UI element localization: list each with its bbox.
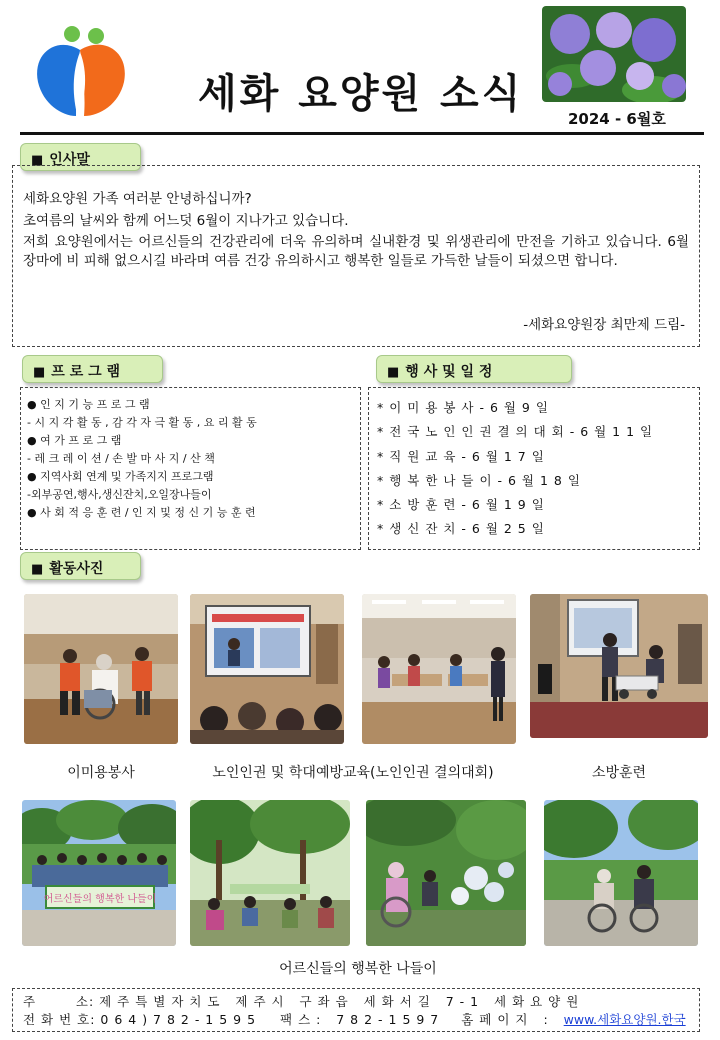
program-item: - 레 크 레 이 션 / 손 발 마 사 지 / 산 책	[27, 452, 215, 465]
address-label: 주 소	[23, 994, 89, 1009]
program-section-tag	[22, 355, 163, 383]
human-rights-rally-photo	[362, 594, 516, 744]
schedule-item: * 전 국 노 인 인 권 결 의 대 회 - 6 월 1 1 일	[377, 424, 654, 440]
outing-park-photo	[190, 800, 350, 946]
fire-drill-caption: 소방훈련	[591, 765, 647, 781]
outing-flower-garden-photo	[366, 800, 526, 946]
issue-number: 2024 - 6월호	[568, 110, 666, 128]
program-tag-label: 프 로 그 램	[51, 364, 121, 380]
phone-label: 전 화 번 호	[23, 1012, 91, 1027]
program-box	[20, 387, 361, 550]
schedule-item: * 소 방 훈 련 - 6 월 1 9 일	[377, 497, 545, 513]
contact-row	[23, 1011, 689, 1029]
greeting-signature: -세화요양원장 최만제 드림-	[523, 317, 685, 333]
photos-section-tag	[20, 552, 141, 580]
fax-label: 팩 스	[280, 1012, 312, 1027]
greeting-line: 저희 요양원에서는 어르신들의 건강관리에 더욱 유의하며 실내환경 및 위생관리에 만전을 기하고 있습니다. 6월 장마에 비 피해 없으시길 바라며 여름 건강 유의하시고 행복한 일들로 가득한 날들이 되셨으면 합니다.	[23, 234, 689, 269]
haircut-volunteer-photo	[24, 594, 178, 744]
program-item: ● 인 지 기 능 프 로 그 램	[27, 398, 150, 411]
photos-tag-label: 활동사진	[49, 561, 104, 577]
hydrangea-image	[542, 6, 686, 102]
program-item: ● 사 회 적 응 훈 련 / 인 지 및 정 신 기 능 훈 련	[27, 506, 256, 519]
address-value: : 제 주 특 별 자 치 도 제 주 시 구 좌 읍 세 화 서 길 7 - 1 세 화 요 양 원	[88, 994, 580, 1009]
contact-footer	[12, 988, 700, 1032]
fax-value: : 7 8 2 - 1 5 9 7	[316, 1012, 440, 1027]
outing-wheelchair-photo	[544, 800, 698, 946]
square-bullet-icon: ■	[31, 562, 44, 577]
greeting-line: 세화요양원 가족 여러분 안녕하십니까?	[23, 191, 252, 207]
homepage-link[interactable]: www.세화요양원.한국	[563, 1012, 686, 1027]
homepage-separator: :	[543, 1012, 549, 1027]
schedule-item: * 행 복 한 나 들 이 - 6 월 1 8 일	[377, 472, 581, 488]
outing-group-photo	[22, 800, 176, 946]
square-bullet-icon: ■	[387, 365, 400, 380]
program-item: - 시 지 각 활 동 , 감 각 자 극 활 동 , 요 리 활 동	[27, 416, 257, 429]
program-item: ● 여 가 프 로 그 램	[27, 434, 122, 447]
outing-caption: 어르신들의 행복한 나들이	[279, 961, 437, 977]
phone-value: : 0 6 4 ) 7 8 2 - 1 5 9 5	[90, 1012, 257, 1027]
address-row	[23, 993, 689, 1011]
square-bullet-icon: ■	[31, 153, 44, 168]
education-caption: 노인인권 및 학대예방교육(노인인권 결의대회)	[212, 765, 494, 781]
program-item: ● 지역사회 연계 및 가족지지 프로그램	[27, 470, 214, 483]
fire-drill-photo	[530, 594, 708, 738]
schedule-item: * 이 미 용 봉 사 - 6 월 9 일	[377, 400, 549, 415]
haircut-caption: 이미용봉사	[67, 765, 135, 781]
newsletter-title: 세화 요양원 소식	[198, 71, 524, 117]
schedule-box	[368, 387, 700, 550]
greeting-tag-label: 인사말	[49, 152, 90, 168]
schedule-section-tag	[376, 355, 572, 383]
homepage-label: 홈 페 이 지	[461, 1012, 529, 1027]
greeting-box	[12, 165, 700, 347]
square-bullet-icon: ■	[33, 365, 46, 380]
schedule-item: * 생 신 잔 치 - 6 월 2 5 일	[377, 521, 545, 537]
header-divider	[20, 132, 704, 135]
schedule-tag-label: 행 사 및 일 정	[405, 364, 493, 380]
program-item: -외부공연,행사,생신잔치,오일장나들이	[27, 488, 212, 501]
greeting-line: 초여름의 날씨와 함께 어느덧 6월이 지나가고 있습니다.	[23, 212, 349, 229]
schedule-item: * 직 원 교 육 - 6 월 1 7 일	[377, 448, 545, 464]
nursing-home-logo	[28, 22, 132, 126]
outing-banner-text: 어르신들의 행복한 나들이	[43, 894, 157, 905]
human-rights-education-photo	[190, 594, 344, 744]
